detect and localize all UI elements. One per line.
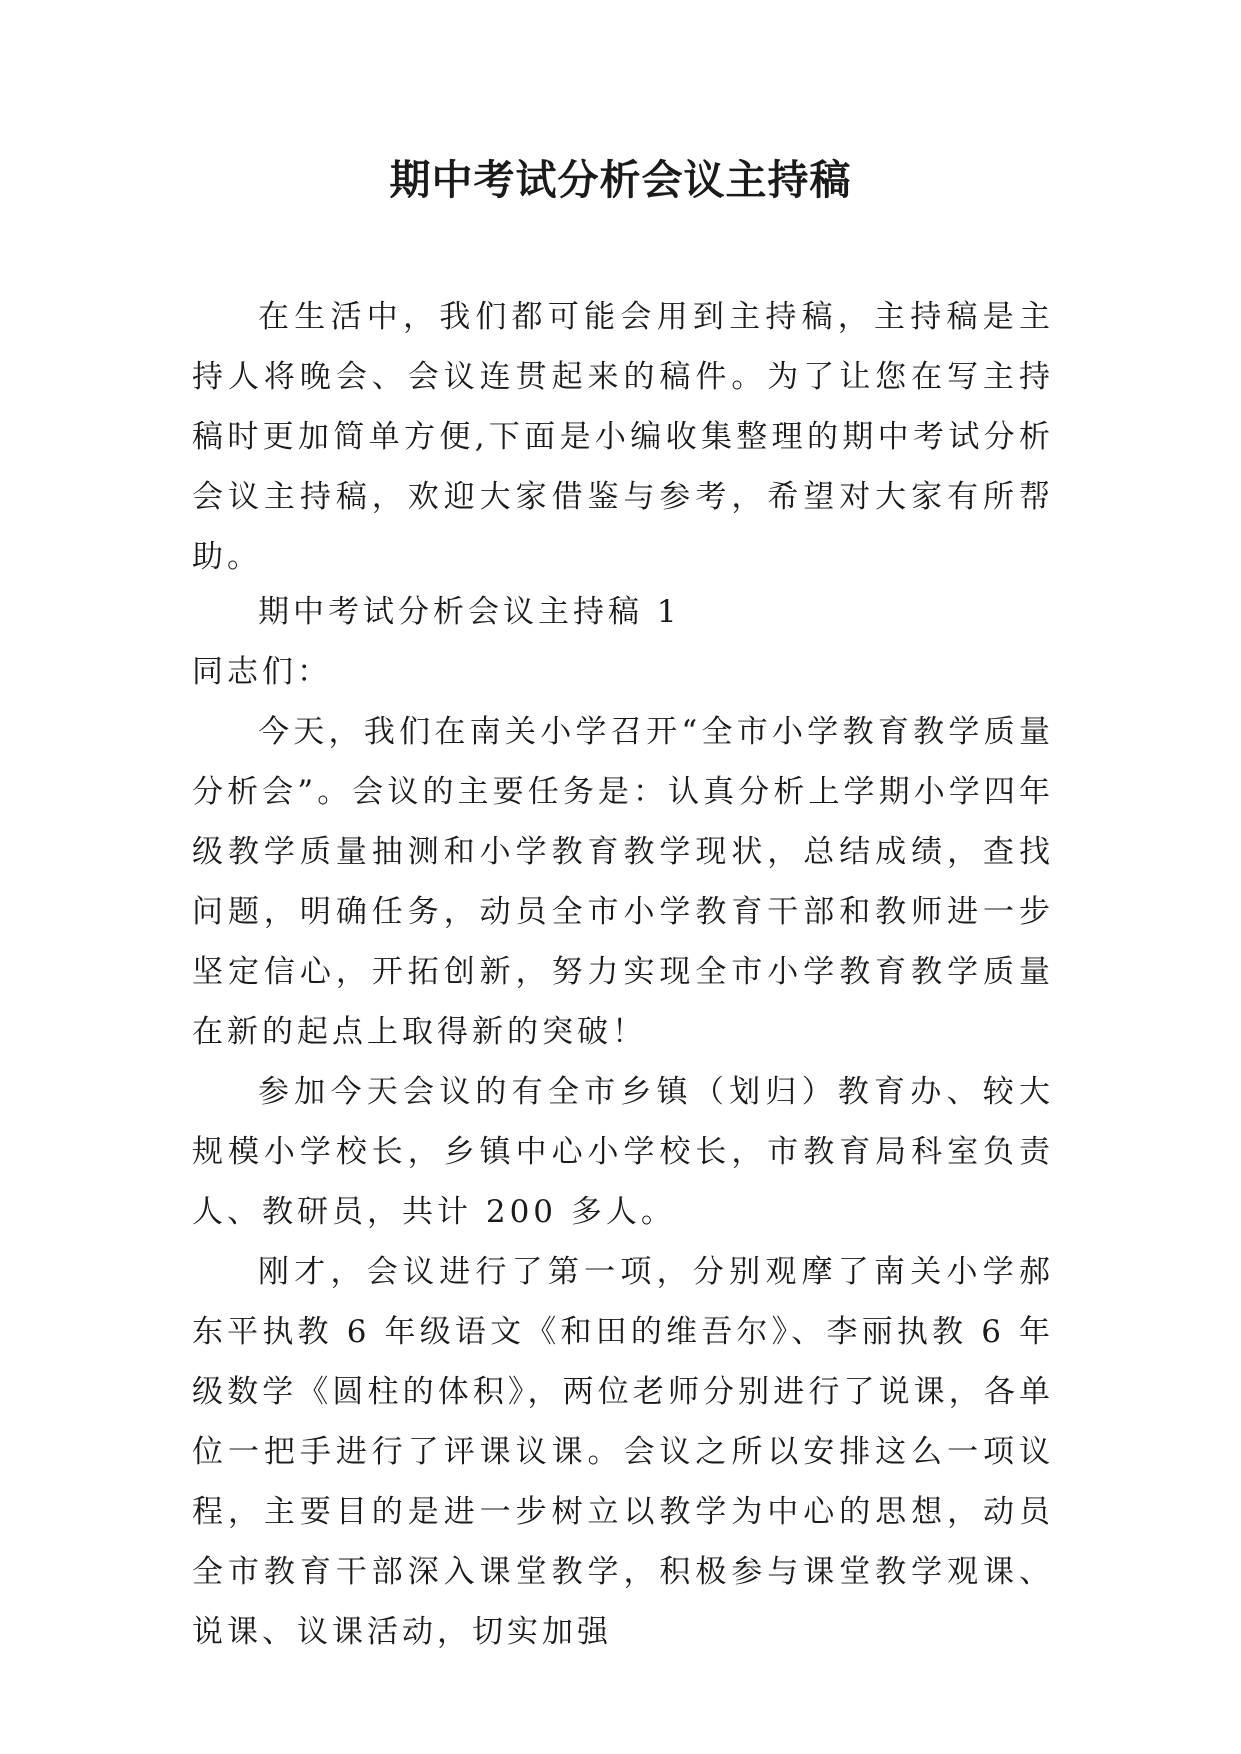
document-title: 期中考试分析会议主持稿	[389, 156, 852, 204]
salutation: 同志们：	[192, 654, 332, 690]
body-paragraph-3: 刚才，会议进行了第一项，分别观摩了南关小学郝东平执教 6 年级语文《和田的维吾尔》、李丽执教 6 年级数学《圆柱的体积》，两位老师分别进行了说课，各单位一把手进行了评课议课。会议之所以安排这么一项议程，主要目的是进一步树立以教学为中心的思想，动员全市教育干部深入课堂教学，积极参与课堂教学观课、说课、议课活动，切实加强	[192, 1254, 1054, 1650]
body-paragraph-2: 参加今天会议的有全市乡镇（划归）教育办、较大规模小学校长，乡镇中心小学校长，市教育局科室负责人、教研员，共计 200 多人。	[192, 1074, 1054, 1230]
intro-paragraph: 在生活中，我们都可能会用到主持稿，主持稿是主持人将晚会、会议连贯起来的稿件。为了让您在写主持稿时更加简单方便,下面是小编收集整理的期中考试分析会议主持稿，欢迎大家借鉴与参考，希望对大家有所帮助。	[192, 299, 1054, 575]
main-section	[192, 582, 1054, 1662]
intro-section	[192, 287, 1054, 587]
body-paragraph-1: 今天，我们在南关小学召开“全市小学教育教学质量分析会”。会议的主要任务是：认真分析上学期小学四年级教学质量抽测和小学教育教学现状，总结成绩，查找问题，明确任务，动员全市小学教育干部和教师进一步坚定信心，开拓创新，努力实现全市小学教育教学质量在新的起点上取得新的突破！	[192, 714, 1054, 1050]
section-heading: 期中考试分析会议主持稿 1	[258, 594, 681, 630]
